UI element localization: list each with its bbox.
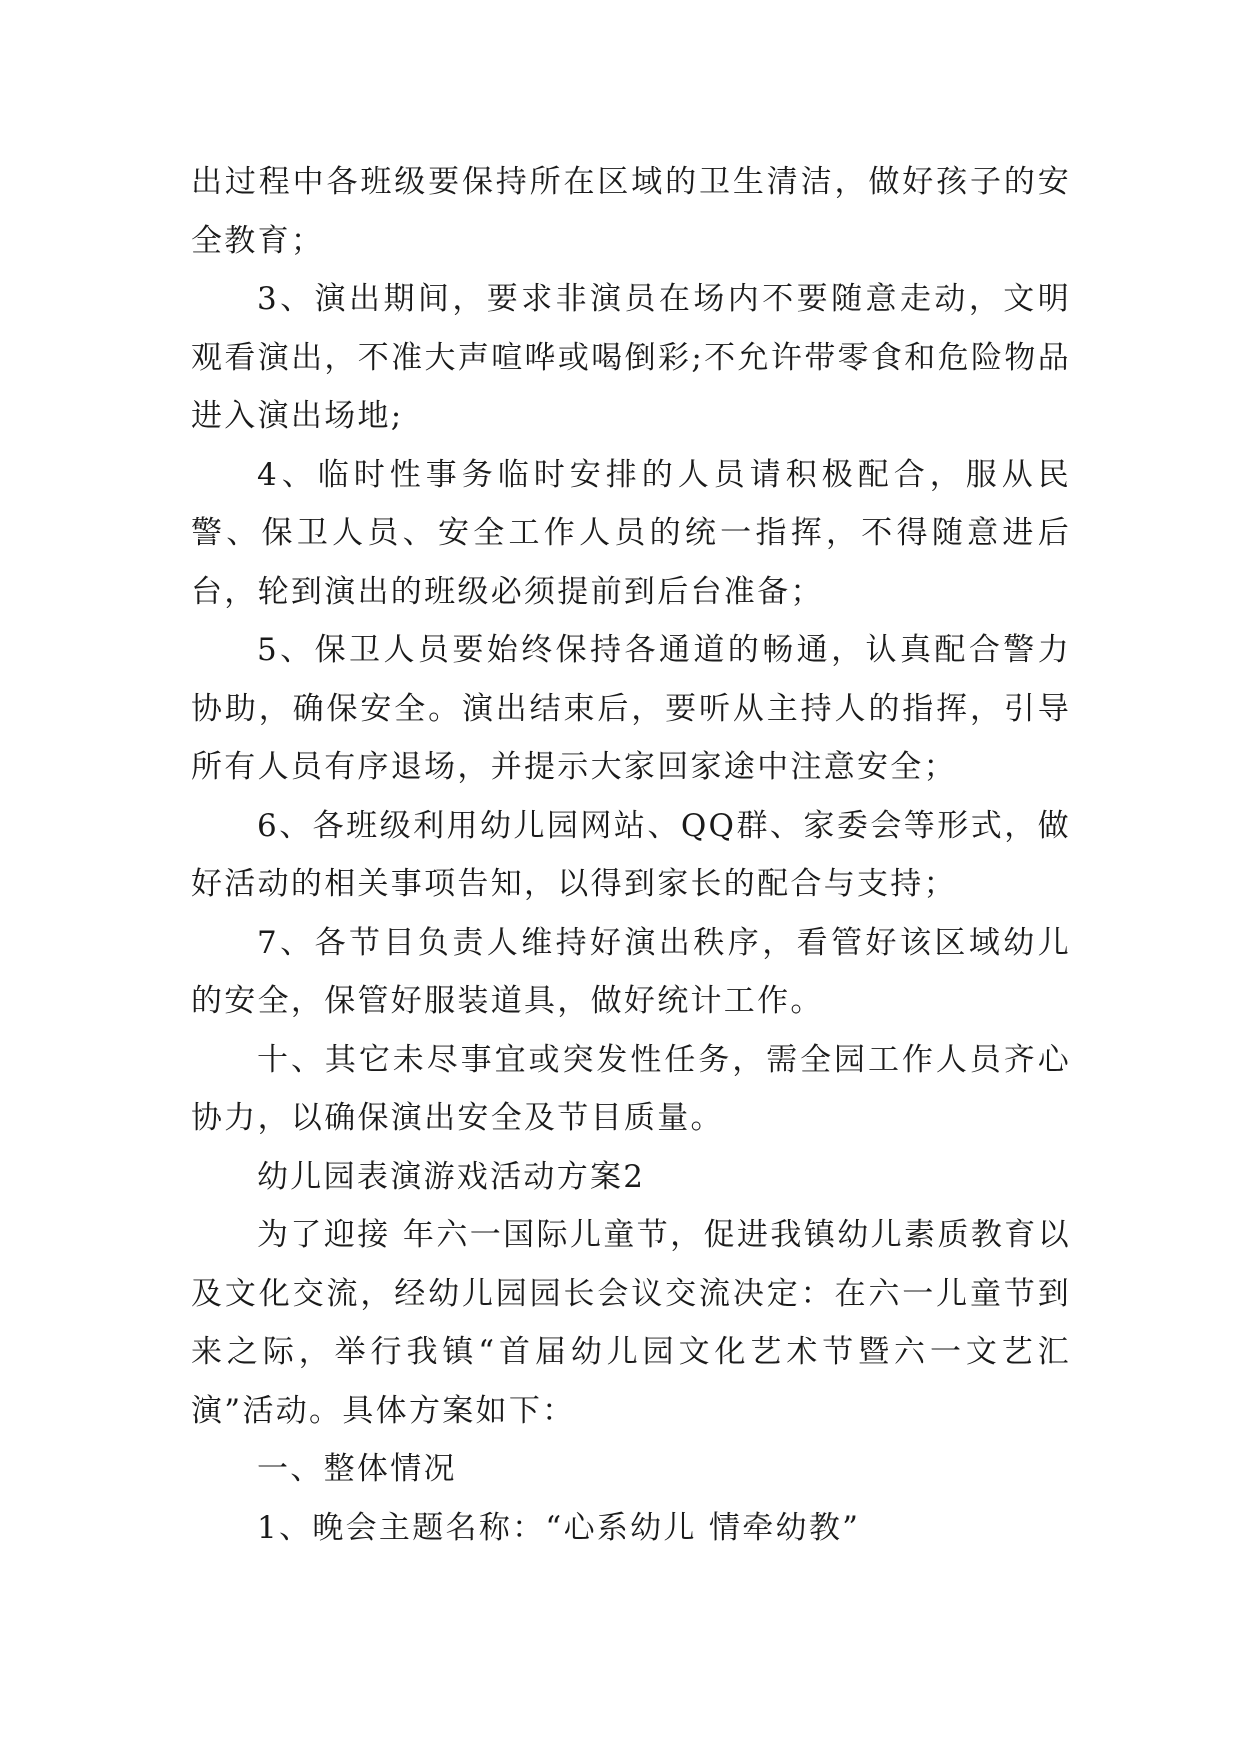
subsection-heading: 一、整体情况	[257, 1451, 457, 1487]
paragraph-item-7: 7、各节目负责人维持好演出秩序，看管好该区域幼儿的安全，保管好服装道具，做好统计工作。	[191, 924, 1071, 1019]
paragraph-item-5: 5、保卫人员要始终保持各通道的畅通，认真配合警力协助，确保安全。演出结束后，要听从主持人的指挥，引导所有人员有序退场，并提示大家回家途中注意安全；	[191, 632, 1071, 785]
paragraph-item-6: 6、各班级利用幼儿园网站、QQ群、家委会等形式，做好活动的相关事项告知，以得到家长的配合与支持；	[191, 807, 1071, 902]
section-heading: 幼儿园表演游戏活动方案2	[257, 1158, 646, 1195]
paragraph-section-10: 十、其它未尽事宜或突发性任务，需全园工作人员齐心协力，以确保演出安全及节目质量。	[191, 1041, 1071, 1136]
paragraph-item-3: 3、演出期间，要求非演员在场内不要随意走动，文明观看演出，不准大声喧哗或喝倒彩;不允许带零食和危险物品进入演出场地;	[191, 281, 1071, 434]
paragraph-continuation: 出过程中各班级要保持所在区域的卫生清洁，做好孩子的安全教育；	[191, 164, 1071, 259]
document-body	[191, 153, 1071, 1557]
paragraph-item-1: 1、晚会主题名称：“心系幼儿 情牵幼教”	[257, 1509, 861, 1546]
paragraph-intro: 为了迎接 年六一国际儿童节，促进我镇幼儿素质教育以及文化交流，经幼儿园园长会议交流决定：在六一儿童节到来之际，举行我镇“首届幼儿园文化艺术节暨六一文艺汇演”活动。具体方案如下：	[191, 1217, 1071, 1429]
paragraph-item-4: 4、临时性事务临时安排的人员请积极配合，服从民警、保卫人员、安全工作人员的统一指挥，不得随意进后台，轮到演出的班级必须提前到后台准备；	[191, 456, 1071, 610]
